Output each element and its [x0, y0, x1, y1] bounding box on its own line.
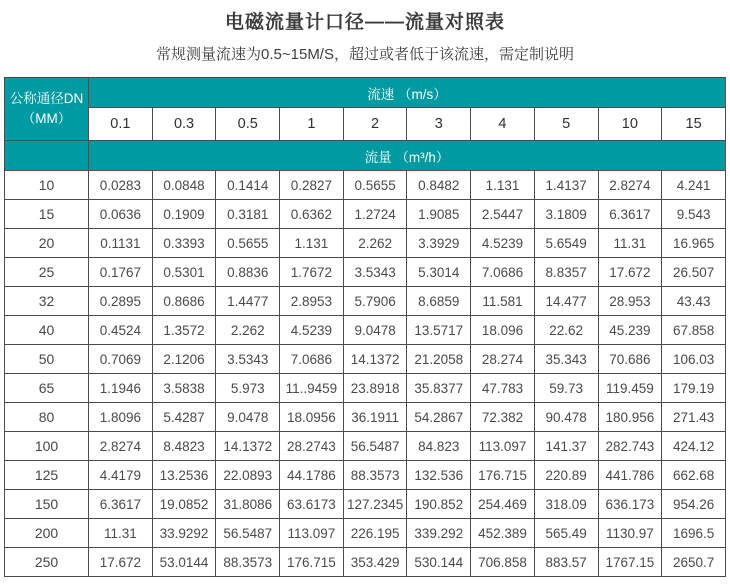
- flow-value-cell: 2.262: [344, 229, 408, 258]
- flow-value-cell: 1.4477: [216, 287, 280, 316]
- flow-value-cell: 5.973: [216, 374, 280, 403]
- flow-value-cell: 0.5655: [344, 171, 408, 200]
- flow-value-cell: 180.956: [599, 403, 663, 432]
- flow-value-cell: 0.1414: [216, 171, 280, 200]
- flow-value-cell: 8.6859: [407, 287, 471, 316]
- velocity-header-cell: 0.3: [153, 108, 217, 141]
- flow-value-cell: 1.7672: [280, 258, 344, 287]
- flow-value-cell: 17.672: [599, 258, 663, 287]
- corner-header-line2: （MM）: [21, 111, 72, 126]
- flow-value-cell: 22.62: [535, 316, 599, 345]
- corner-empty-cell: [5, 141, 89, 171]
- dn-cell: 150: [5, 490, 89, 519]
- flow-value-cell: 7.0686: [471, 258, 535, 287]
- flow-value-cell: 19.0852: [153, 490, 217, 519]
- flow-value-cell: 8.8357: [535, 258, 599, 287]
- flow-value-cell: 72.382: [471, 403, 535, 432]
- flow-value-cell: 6.3617: [89, 490, 153, 519]
- flow-value-cell: 0.5655: [216, 229, 280, 258]
- flow-value-cell: 3.3929: [407, 229, 471, 258]
- flow-value-cell: 2650.7: [662, 548, 726, 577]
- flow-value-cell: 3.1809: [535, 200, 599, 229]
- flow-value-cell: 35.8377: [407, 374, 471, 403]
- flow-value-cell: 2.1206: [153, 345, 217, 374]
- velocity-header-cell: 3: [407, 108, 471, 141]
- velocity-header-cell: 2: [344, 108, 408, 141]
- flow-value-cell: 0.1131: [89, 229, 153, 258]
- flow-value-cell: 63.6173: [280, 490, 344, 519]
- velocity-header-cell: 5: [535, 108, 599, 141]
- flow-value-cell: 0.8482: [407, 171, 471, 200]
- flow-value-cell: 14.477: [535, 287, 599, 316]
- flow-value-cell: 954.26: [662, 490, 726, 519]
- flow-value-cell: 36.1911: [344, 403, 408, 432]
- flow-value-cell: 1767.15: [599, 548, 663, 577]
- flow-value-cell: 70.686: [599, 345, 663, 374]
- dn-cell: 25: [5, 258, 89, 287]
- flow-value-cell: 90.478: [535, 403, 599, 432]
- velocity-label-row: [5, 78, 726, 108]
- table-row: [5, 287, 726, 316]
- dn-cell: 10: [5, 171, 89, 200]
- table-row: [5, 258, 726, 287]
- flow-value-cell: 13.2536: [153, 461, 217, 490]
- flow-value-cell: 5.3014: [407, 258, 471, 287]
- flow-value-cell: 441.786: [599, 461, 663, 490]
- flow-value-cell: 9.0478: [344, 316, 408, 345]
- flow-value-cell: 4.241: [662, 171, 726, 200]
- table-row: [5, 374, 726, 403]
- dn-cell: 80: [5, 403, 89, 432]
- flow-value-cell: 9.543: [662, 200, 726, 229]
- flow-value-cell: 0.5301: [153, 258, 217, 287]
- flow-value-cell: 565.49: [535, 519, 599, 548]
- dn-cell: 15: [5, 200, 89, 229]
- flow-value-cell: 2.8274: [89, 432, 153, 461]
- flow-value-cell: 8.4823: [153, 432, 217, 461]
- flow-value-cell: 43.43: [662, 287, 726, 316]
- flow-value-cell: 53.0144: [153, 548, 217, 577]
- flow-value-cell: 127.2345: [344, 490, 408, 519]
- flow-value-cell: 0.0636: [89, 200, 153, 229]
- flow-value-cell: 1130.97: [599, 519, 663, 548]
- flow-value-cell: 4.4179: [89, 461, 153, 490]
- flow-value-cell: 0.1767: [89, 258, 153, 287]
- flow-value-cell: 0.7069: [89, 345, 153, 374]
- table-row: [5, 345, 726, 374]
- flow-value-cell: 14.1372: [344, 345, 408, 374]
- dn-cell: 100: [5, 432, 89, 461]
- corner-header-line1: 公称通径DN: [9, 91, 84, 107]
- velocity-header-cell: 10: [599, 108, 663, 141]
- dn-cell: 32: [5, 287, 89, 316]
- flow-value-cell: 1.4137: [535, 171, 599, 200]
- flow-value-cell: 5.7906: [344, 287, 408, 316]
- flow-value-cell: 59.73: [535, 374, 599, 403]
- flow-value-cell: 33.9292: [153, 519, 217, 548]
- page-subtitle: 常规测量流速为0.5~15M/S，超过或者低于该流速，需定制说明: [156, 46, 574, 63]
- flow-value-cell: 452.389: [471, 519, 535, 548]
- flow-value-cell: 14.1372: [216, 432, 280, 461]
- flow-value-cell: 28.274: [471, 345, 535, 374]
- flow-value-cell: 2.5447: [471, 200, 535, 229]
- dn-cell: 20: [5, 229, 89, 258]
- dn-cell: 250: [5, 548, 89, 577]
- flow-value-cell: 0.8686: [153, 287, 217, 316]
- flow-value-cell: 0.2827: [280, 171, 344, 200]
- flow-value-cell: 17.672: [89, 548, 153, 577]
- flow-value-cell: 0.1909: [153, 200, 217, 229]
- flow-value-cell: 6.3617: [599, 200, 663, 229]
- flow-value-cell: 1.1946: [89, 374, 153, 403]
- velocity-values-row: [5, 108, 726, 141]
- flow-value-cell: 190.852: [407, 490, 471, 519]
- flow-value-cell: 0.4524: [89, 316, 153, 345]
- table-row: [5, 461, 726, 490]
- flow-value-cell: 530.144: [407, 548, 471, 577]
- flow-value-cell: 21.2058: [407, 345, 471, 374]
- table-body: [5, 171, 726, 577]
- table-row: [5, 200, 726, 229]
- flow-value-cell: 0.2895: [89, 287, 153, 316]
- flow-value-cell: 1696.5: [662, 519, 726, 548]
- flow-value-cell: 662.68: [662, 461, 726, 490]
- flow-value-cell: 706.858: [471, 548, 535, 577]
- velocity-header-cell: 0.5: [216, 108, 280, 141]
- flow-value-cell: 113.097: [471, 432, 535, 461]
- flow-value-cell: 220.89: [535, 461, 599, 490]
- velocity-group-header: 流速 （m/s）: [89, 78, 726, 108]
- flow-value-cell: 22.0893: [216, 461, 280, 490]
- flow-value-cell: 636.173: [599, 490, 663, 519]
- velocity-header-cell: 15: [662, 108, 726, 141]
- flow-value-cell: 318.09: [535, 490, 599, 519]
- velocity-header-cell: 0.1: [89, 108, 153, 141]
- dn-cell: 40: [5, 316, 89, 345]
- flow-value-cell: 339.292: [407, 519, 471, 548]
- flow-value-cell: 9.0478: [216, 403, 280, 432]
- flow-value-cell: 0.8836: [216, 258, 280, 287]
- velocity-header-cell: 4: [471, 108, 535, 141]
- flow-value-cell: 0.0848: [153, 171, 217, 200]
- flow-value-cell: 3.5838: [153, 374, 217, 403]
- table-row: [5, 403, 726, 432]
- dn-cell: 65: [5, 374, 89, 403]
- table-row: [5, 171, 726, 200]
- table-row: [5, 548, 726, 577]
- flow-value-cell: 176.715: [471, 461, 535, 490]
- flow-value-cell: 11.31: [89, 519, 153, 548]
- flow-value-cell: 16.965: [662, 229, 726, 258]
- flow-value-cell: 2.262: [216, 316, 280, 345]
- flow-value-cell: 424.12: [662, 432, 726, 461]
- flow-value-cell: 176.715: [280, 548, 344, 577]
- flow-value-cell: 132.536: [407, 461, 471, 490]
- flow-value-cell: 113.097: [280, 519, 344, 548]
- dn-cell: 200: [5, 519, 89, 548]
- flow-value-cell: 226.195: [344, 519, 408, 548]
- flow-value-cell: 88.3573: [216, 548, 280, 577]
- flow-value-cell: 11.581: [471, 287, 535, 316]
- flow-value-cell: 11..9459: [280, 374, 344, 403]
- flow-value-cell: 1.8096: [89, 403, 153, 432]
- flow-value-cell: 1.131: [471, 171, 535, 200]
- flow-value-cell: 28.2743: [280, 432, 344, 461]
- table-row: [5, 229, 726, 258]
- velocity-header-cell: 1: [280, 108, 344, 141]
- flow-value-cell: 5.6549: [535, 229, 599, 258]
- flow-value-cell: 56.5487: [216, 519, 280, 548]
- flow-value-cell: 47.783: [471, 374, 535, 403]
- flow-value-cell: 106.03: [662, 345, 726, 374]
- flow-value-cell: 13.5717: [407, 316, 471, 345]
- flow-value-cell: 2.8274: [599, 171, 663, 200]
- flow-value-cell: 35.343: [535, 345, 599, 374]
- flow-value-cell: 1.3572: [153, 316, 217, 345]
- flow-label-row: [5, 141, 726, 171]
- table-row: [5, 519, 726, 548]
- flow-group-header: 流量 （m³/h）: [89, 141, 726, 171]
- flow-value-cell: 56.5487: [344, 432, 408, 461]
- flow-value-cell: 84.823: [407, 432, 471, 461]
- flow-value-cell: 28.953: [599, 287, 663, 316]
- flow-value-cell: 179.19: [662, 374, 726, 403]
- table-row: [5, 490, 726, 519]
- flow-value-cell: 45.239: [599, 316, 663, 345]
- flow-value-cell: 1.2724: [344, 200, 408, 229]
- flow-value-cell: 18.0956: [280, 403, 344, 432]
- flow-value-cell: 7.0686: [280, 345, 344, 374]
- flow-value-cell: 18.096: [471, 316, 535, 345]
- flow-rate-table: [4, 77, 726, 577]
- flow-value-cell: 23.8918: [344, 374, 408, 403]
- flow-value-cell: 883.57: [535, 548, 599, 577]
- flow-value-cell: 26.507: [662, 258, 726, 287]
- flow-value-cell: 254.469: [471, 490, 535, 519]
- table-row: [5, 316, 726, 345]
- flow-value-cell: 271.43: [662, 403, 726, 432]
- flow-value-cell: 11.31: [599, 229, 663, 258]
- flow-value-cell: 2.8953: [280, 287, 344, 316]
- corner-header-dn-mm: [5, 78, 89, 141]
- flow-value-cell: 1.131: [280, 229, 344, 258]
- page-title: 电磁流量计口径——流量对照表: [224, 12, 505, 33]
- flow-value-cell: 4.5239: [280, 316, 344, 345]
- flow-value-cell: 282.743: [599, 432, 663, 461]
- flow-value-cell: 88.3573: [344, 461, 408, 490]
- flow-value-cell: 119.459: [599, 374, 663, 403]
- flow-value-cell: 141.37: [535, 432, 599, 461]
- flow-value-cell: 0.0283: [89, 171, 153, 200]
- dn-cell: 125: [5, 461, 89, 490]
- table-row: [5, 432, 726, 461]
- flow-value-cell: 1.9085: [407, 200, 471, 229]
- flow-value-cell: 3.5343: [216, 345, 280, 374]
- flow-value-cell: 0.3393: [153, 229, 217, 258]
- flow-value-cell: 4.5239: [471, 229, 535, 258]
- flow-value-cell: 44.1786: [280, 461, 344, 490]
- flow-value-cell: 5.4287: [153, 403, 217, 432]
- dn-cell: 50: [5, 345, 89, 374]
- flow-value-cell: 0.3181: [216, 200, 280, 229]
- flow-value-cell: 3.5343: [344, 258, 408, 287]
- flow-value-cell: 31.8086: [216, 490, 280, 519]
- flow-value-cell: 0.6362: [280, 200, 344, 229]
- flow-value-cell: 54.2867: [407, 403, 471, 432]
- flow-value-cell: 353.429: [344, 548, 408, 577]
- flow-value-cell: 67.858: [662, 316, 726, 345]
